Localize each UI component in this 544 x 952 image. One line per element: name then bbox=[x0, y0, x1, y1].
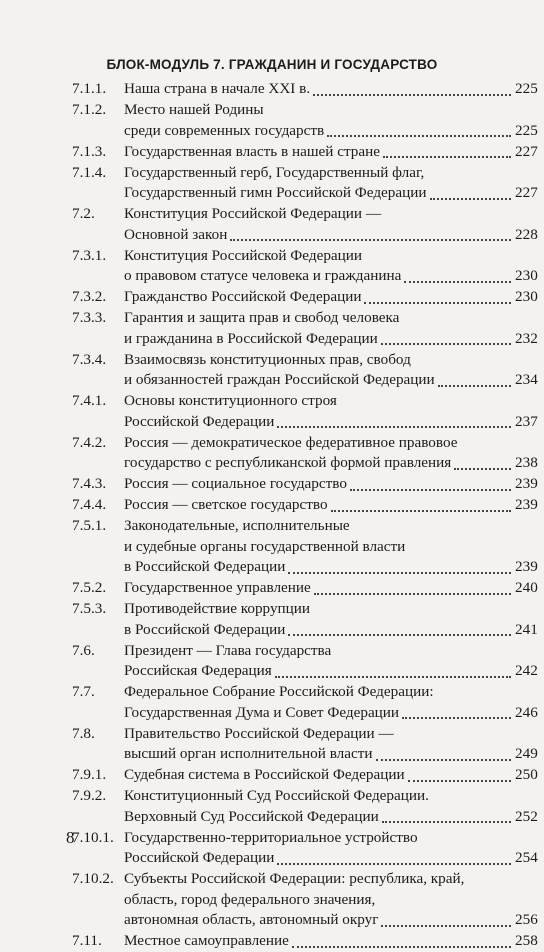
dot-leader bbox=[438, 370, 511, 387]
toc-entry bbox=[0, 142, 544, 163]
toc-entry-title: Взаимосвязь конституционных прав, свобод bbox=[124, 350, 411, 368]
toc-entry-title: Российская Федерация bbox=[124, 662, 272, 679]
dot-leader bbox=[277, 848, 511, 865]
toc-entry-title: Местное самоуправление bbox=[124, 932, 289, 949]
toc-entry bbox=[0, 287, 544, 308]
toc-entry bbox=[0, 163, 544, 204]
dot-leader bbox=[288, 557, 511, 574]
dot-leader bbox=[376, 744, 512, 761]
dot-leader bbox=[313, 79, 511, 96]
toc-entry-page: 237 bbox=[515, 412, 538, 430]
toc-entry-number: 7.5.1. bbox=[72, 517, 107, 534]
toc-entry bbox=[0, 516, 544, 578]
toc-entry bbox=[0, 495, 544, 516]
toc-entry-number: 7.6. bbox=[72, 641, 95, 659]
toc-entry-number: 7.4.2. bbox=[72, 433, 107, 451]
toc-entry-title: государство с республиканской формой правления bbox=[124, 454, 452, 471]
toc-entry bbox=[0, 641, 544, 682]
toc-entry-title: о правовом статусе человека и гражданина bbox=[124, 267, 402, 284]
toc-entry-number: 7.11. bbox=[72, 932, 102, 949]
toc-entry-title: Наша страна в начале XXI в. bbox=[124, 80, 311, 97]
toc-entry-title: Россия — демократическое федеративное правовое bbox=[124, 433, 458, 451]
dot-leader bbox=[277, 412, 511, 429]
toc-entry bbox=[0, 474, 544, 495]
toc-entry-title: область, город федерального значения, bbox=[124, 890, 376, 908]
toc-entry-title: Государственное управление bbox=[124, 579, 311, 596]
toc-entry-title: Судебная система в Российской Федерации bbox=[124, 766, 405, 783]
toc-entry bbox=[0, 828, 544, 869]
toc-entry-page: 239 bbox=[515, 558, 538, 575]
page-number: 8 bbox=[66, 828, 75, 847]
dot-leader bbox=[331, 495, 511, 512]
dot-leader bbox=[381, 329, 511, 346]
toc-entry-title: Верховный Суд Российской Федерации bbox=[124, 807, 379, 825]
toc-entry-page: 228 bbox=[515, 225, 538, 243]
dot-leader bbox=[430, 183, 511, 200]
dot-leader bbox=[408, 765, 511, 782]
dot-leader bbox=[275, 661, 511, 678]
toc-entry-title: Гражданство Российской Федерации bbox=[124, 288, 362, 305]
toc-entry-title: Государственная Дума и Совет Федерации bbox=[124, 703, 400, 721]
toc-entry-page: 254 bbox=[515, 849, 538, 866]
toc-entry-page: 239 bbox=[515, 475, 538, 492]
dot-leader bbox=[404, 266, 511, 283]
toc-entry-number: 7.9.2. bbox=[72, 787, 107, 804]
toc-entry-title: Законодательные, исполнительные bbox=[124, 517, 350, 534]
toc-entry bbox=[0, 724, 544, 765]
toc-entry-title: Конституционный Суд Российской Федерации. bbox=[124, 787, 429, 804]
toc-entry-page: 239 bbox=[515, 496, 538, 513]
toc-entry-title: Гарантия и защита прав и свобод человека bbox=[124, 309, 400, 326]
toc-entry-number: 7.4.1. bbox=[72, 392, 107, 409]
toc-entry-page: 241 bbox=[515, 620, 538, 638]
toc-entry-title: и судебные органы государственной власти bbox=[124, 537, 406, 555]
toc-entry-title: Федеральное Собрание Российской Федерации: bbox=[124, 683, 434, 700]
toc-entry-page: 240 bbox=[515, 579, 538, 596]
toc-entry-page: 252 bbox=[515, 807, 538, 825]
toc-entry-title: и гражданина в Российской Федерации bbox=[124, 329, 378, 347]
toc-entry-title: Субъекты Российской Федерации: республика, край, bbox=[124, 870, 465, 887]
toc-entry bbox=[0, 308, 544, 349]
toc-entry-title: Государственно-территориальное устройство bbox=[124, 828, 418, 846]
toc-entry-page: 234 bbox=[515, 371, 538, 388]
toc-entry-number: 7.5.2. bbox=[72, 579, 107, 596]
toc-entry-page: 258 bbox=[515, 932, 538, 949]
toc-entry-page: 242 bbox=[515, 662, 538, 679]
toc-entry-number: 7.8. bbox=[72, 724, 95, 742]
toc-entry bbox=[0, 204, 544, 245]
toc-entry-title: Государственная власть в нашей стране bbox=[124, 142, 380, 160]
toc-entry bbox=[0, 578, 544, 599]
toc-entry-title: Государственный гимн Российской Федерации bbox=[124, 184, 427, 201]
toc-entry-title: Основы конституционного строя bbox=[124, 392, 337, 409]
toc-entry-title: в Российской Федерации bbox=[124, 620, 286, 638]
toc-entry-number: 7.3.2. bbox=[72, 288, 107, 305]
dot-leader bbox=[314, 578, 511, 595]
toc-entry-title: Россия — светское государство bbox=[124, 496, 328, 513]
toc-entry-page: 225 bbox=[515, 80, 538, 97]
toc-entry-page: 225 bbox=[515, 121, 538, 139]
toc-entry-number: 7.3.4. bbox=[72, 350, 107, 368]
toc-entry-title: Правительство Российской Федерации — bbox=[124, 724, 394, 742]
toc-entry-title: высший орган исполнительной власти bbox=[124, 745, 373, 762]
toc-entry bbox=[0, 765, 544, 786]
dot-leader bbox=[230, 225, 511, 242]
toc-entry bbox=[0, 246, 544, 287]
toc-entry-page: 238 bbox=[515, 454, 538, 471]
toc-entry-number: 7.1.1. bbox=[72, 80, 107, 97]
toc-entry bbox=[0, 599, 544, 640]
toc-entry-number: 7.3.3. bbox=[72, 309, 107, 326]
toc-entry-title: Противодействие коррупции bbox=[124, 600, 311, 617]
toc-entry-number: 7.4.3. bbox=[72, 475, 107, 492]
toc-entry bbox=[0, 350, 544, 391]
toc-entry-number: 7.1.3. bbox=[72, 142, 107, 160]
toc-entry-number: 7.1.4. bbox=[72, 163, 107, 181]
toc-entry-page: 227 bbox=[515, 184, 538, 201]
toc-entry-page: 230 bbox=[515, 267, 538, 284]
toc-entry-title: Президент — Глава государства bbox=[124, 641, 332, 659]
dot-leader bbox=[454, 453, 511, 470]
toc-entry-title: автономная область, автономный округ bbox=[124, 911, 379, 928]
toc-entry-title: Конституция Российской Федерации — bbox=[124, 205, 382, 222]
section-heading: БЛОК-МОДУЛЬ 7. ГРАЖДАНИН И ГОСУДАРСТВО bbox=[106, 57, 438, 72]
dot-leader bbox=[288, 620, 511, 637]
toc-entry bbox=[0, 433, 544, 474]
toc-entry-title: среди современных государств bbox=[124, 121, 325, 139]
toc-entry-number: 7.4.4. bbox=[72, 496, 107, 513]
toc-entry-title: Конституция Российской Федерации bbox=[124, 246, 363, 264]
toc-entry-page: 230 bbox=[515, 288, 538, 305]
toc-entry-page: 232 bbox=[515, 329, 538, 347]
toc-entry-title: Место нашей Родины bbox=[124, 101, 264, 118]
toc-entry-title: в Российской Федерации bbox=[124, 558, 286, 575]
dot-leader bbox=[327, 121, 511, 138]
toc-entry-page: 250 bbox=[515, 766, 538, 783]
dot-leader bbox=[364, 287, 511, 304]
toc-entry-title: Основной закон bbox=[124, 225, 228, 243]
toc-entry-title: Российской Федерации bbox=[124, 849, 275, 866]
toc-entry-title: и обязанностей граждан Российской Федерации bbox=[124, 371, 435, 388]
dot-leader bbox=[402, 703, 511, 720]
toc-entry-title: Россия — социальное государство bbox=[124, 475, 347, 492]
dot-leader bbox=[383, 142, 511, 159]
table-of-contents bbox=[0, 79, 544, 952]
toc-entry bbox=[0, 931, 544, 952]
dot-leader bbox=[292, 931, 511, 948]
dot-leader bbox=[350, 474, 511, 491]
dot-leader bbox=[381, 910, 511, 927]
toc-entry bbox=[0, 682, 544, 723]
toc-entry-number: 7.9.1. bbox=[72, 766, 107, 783]
toc-entry-number: 7.10.1. bbox=[72, 828, 114, 846]
toc-entry-title: Государственный герб, Государственный флаг, bbox=[124, 163, 425, 181]
toc-entry-title: Российской Федерации bbox=[124, 412, 275, 430]
toc-entry bbox=[0, 786, 544, 827]
toc-entry-page: 227 bbox=[515, 142, 538, 160]
toc-entry-number: 7.10.2. bbox=[72, 870, 114, 887]
toc-entry-number: 7.7. bbox=[72, 683, 95, 700]
toc-entry-number: 7.2. bbox=[72, 205, 95, 222]
toc-entry-number: 7.3.1. bbox=[72, 246, 107, 264]
toc-entry-page: 249 bbox=[515, 745, 538, 762]
toc-entry-page: 246 bbox=[515, 703, 538, 721]
toc-entry-number: 7.5.3. bbox=[72, 600, 107, 617]
toc-entry bbox=[0, 100, 544, 141]
dot-leader bbox=[382, 807, 511, 824]
toc-entry-page: 256 bbox=[515, 911, 538, 928]
toc-entry bbox=[0, 79, 544, 100]
toc-entry-number: 7.1.2. bbox=[72, 101, 107, 118]
toc-entry bbox=[0, 391, 544, 432]
